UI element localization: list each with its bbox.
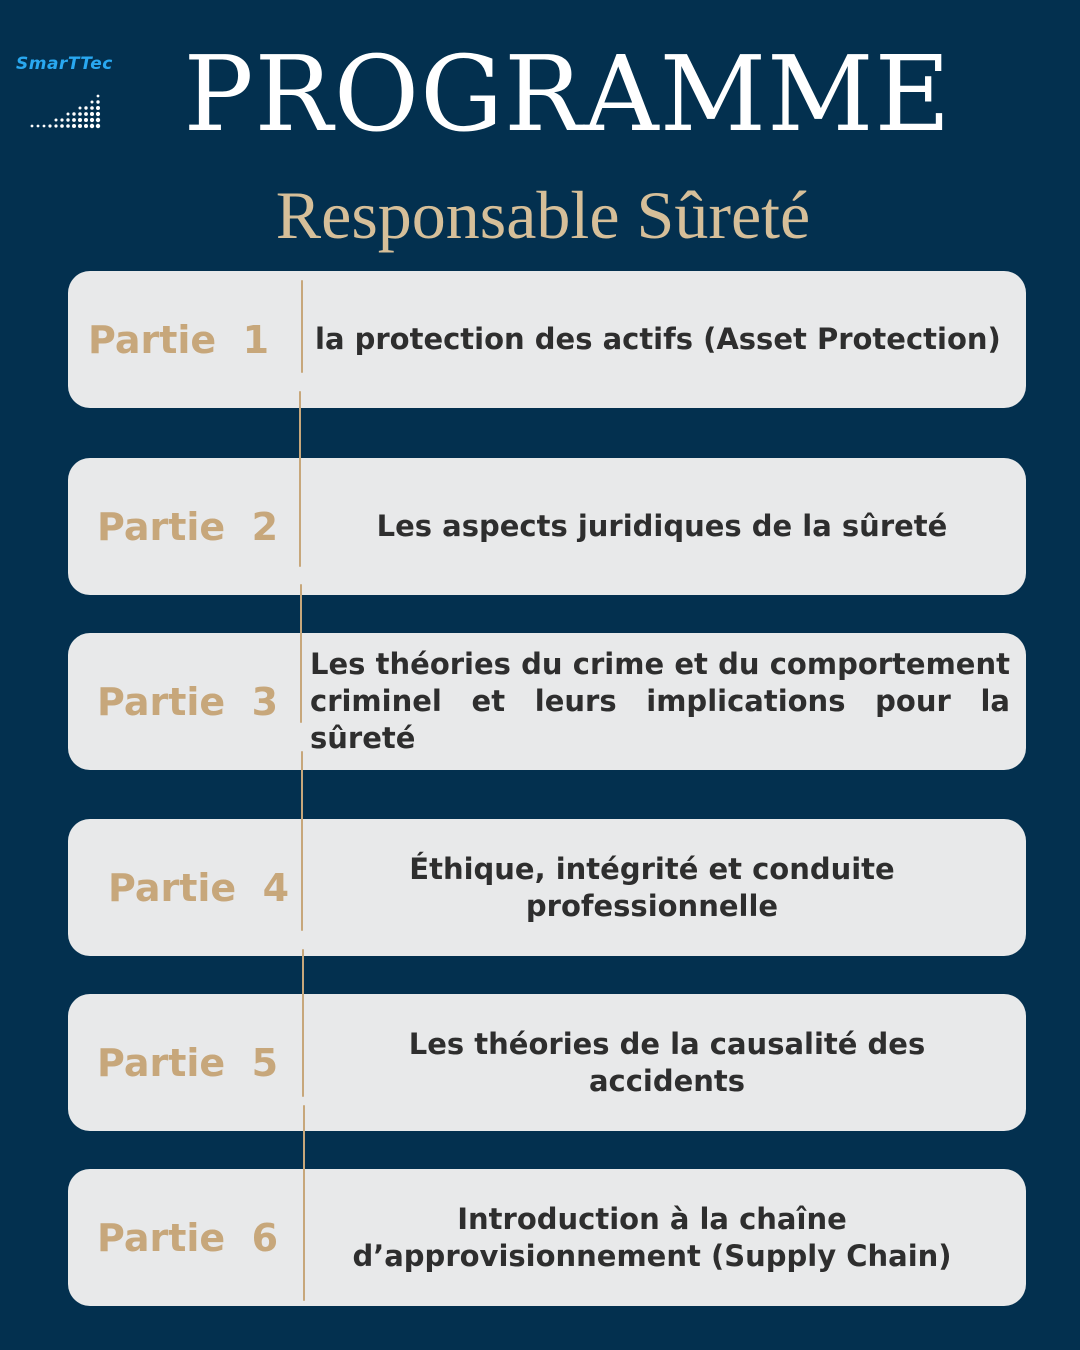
part-description-text: la protection des actifs (Asset Protection) [315,322,1001,356]
part-description-text: Les aspects juridiques de la sûreté [376,509,948,543]
program-part-card [68,458,1026,595]
page-title: PROGRAMME [183,33,952,155]
part-description [388,819,916,956]
part-label: Partie 5 [97,1040,279,1085]
page-subtitle: Responsable Sûreté [275,177,811,253]
logo-text: SmarTTec [16,54,113,74]
program-part-card [68,1169,1026,1306]
part-description-text: Éthique, intégrité et conduite professionnelle [409,851,895,923]
part-description [330,1169,974,1306]
part-description [315,271,1014,408]
part-label: Partie 3 [97,679,279,724]
part-description-text: Les théories de la causalité des accidents [408,1026,926,1098]
part-label: Partie 6 [97,1215,279,1260]
program-part-card [68,271,1026,408]
part-description-text: Les théories du crime et du comportement criminel et leurs implications pour la sûreté [310,647,1010,755]
program-part-card [68,994,1026,1131]
part-description [388,994,946,1131]
part-description-text: Introduction à la chaîne d’approvisionnement (Supply Chain) [352,1201,952,1273]
program-part-card [68,819,1026,956]
part-description [318,458,1006,595]
part-label: Partie 2 [97,504,279,549]
program-part-card [68,633,1026,770]
part-label: Partie 1 [88,317,270,362]
part-label: Partie 4 [108,865,290,910]
part-description [310,633,1010,770]
